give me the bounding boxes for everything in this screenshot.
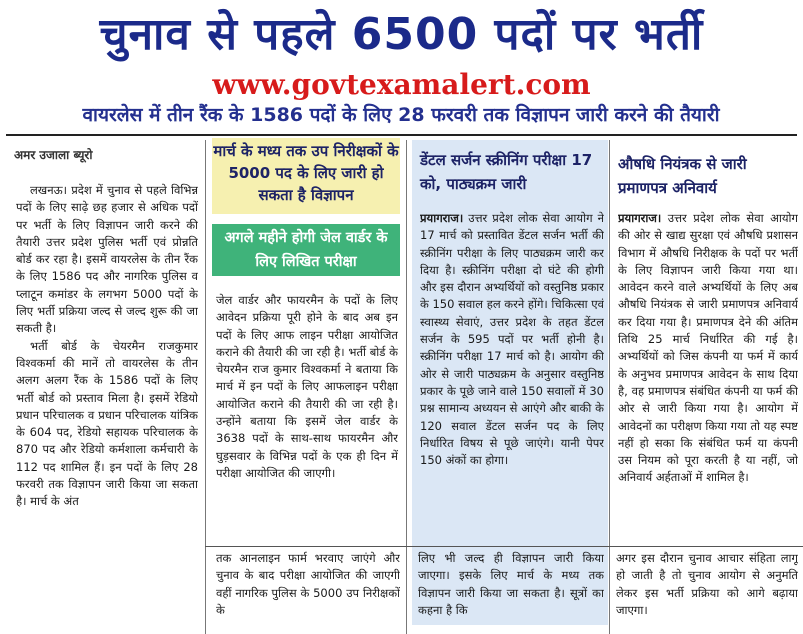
column-divider <box>406 140 407 634</box>
continuation-text-col-3: लिए भी जल्द ही विज्ञापन जारी किया जाएगा। इसके लिए मार्च के मध्य तक विज्ञापन जारी किया जा सकता है। सूत्रों का कहना है कि <box>418 551 604 617</box>
column-2-body: जेल वार्डर और फायरमैन के पदों के लिए आवेदन प्रक्रिया पूरी होने के बाद अब इन पदों के लिए आफ लाइन परीक्षा आयोजित कराने की तैयारी की जा रही है। भर्ती बोर्ड के चेयरमैन राज कुमार विश्वकर्मा ने बताया कि मार्च में इन पदों के लिए आफलाइन परीक्षा आयोजित कराने की तैयारी की जा रही है। उन्होंने बताया कि इसमें जेल वार्डर के 3638 पदों के साथ-साथ फायरमैन और घुड़सवार के विभिन्न पदों के एक ही दिन में परीक्षा आयोजित की जाएगी। <box>216 293 398 480</box>
bottom-rule <box>205 546 803 547</box>
column-2-box-title: मार्च के मध्य तक उप निरीक्षकों के 5000 पद के लिए जारी हो सकता है विज्ञापन <box>213 142 399 204</box>
column-4-text: उत्तर प्रदेश लोक सेवा आयोग की ओर से खाद्य सुरक्षा एवं औषधि प्रशासन विभाग में औषधि निरीक्षक के पदों पर भर्ती के लिए विज्ञापन जारी किया गया था। आवेदन करने वाले अभ्यर्थियों के लिए अब औषधि नियंत्रक से जारी प्रमाणपत्र अनिवार्य कर दिया गया है। प्रमाणपत्र देने की अंतिम तिथि 25 मार्च निर्धारित की गई है। अभ्यर्थियों को जिस कंपनी या फर्म में कार्य के अनुभव प्रमाणपत्र आवेदन के साथ दिया है, वह प्रमाणपत्र संबंधित कंपनी या फर्म की ओर से जारी किया गया है। आयोग में आवेदनों का परीक्षण किया गया तो यह स्पष्ट नहीं हो सका कि संबंधित फर्म या कंपनी उस नियम को पूरा करती है या नहीं, जो अनिवार्य अर्हताओं में शामिल है। <box>618 211 798 485</box>
continuation-text-col-2: तक आनलाइन फार्म भरवाए जाएंगे और चुनाव के बाद परीक्षा आयोजित की जाएगी वहीं नागरिक पुलिस के 5000 उप निरीक्षकों के <box>216 551 400 617</box>
top-rule <box>6 134 797 136</box>
column-3-body <box>420 210 604 540</box>
subheadline: वायरलेस में तीन रैंक के 1586 पदों के लिए 28 फरवरी तक विज्ञापन जारी करने की तैयारी <box>82 104 720 126</box>
column-3-text: उत्तर प्रदेश लोक सेवा आयोग ने 17 मार्च को प्रस्तावित डेंटल सर्जन भर्ती की स्क्रीनिंग परीक्षा के लिए पाठ्यक्रम जारी कर दिया है। स्क्रीनिंग परीक्षा दो घंटे की होगी और इस दौरान अभ्यर्थियों को वस्तुनिष्ठ प्रकार के 150 सवाल हल करने होंगे। चिकित्सा एवं स्वास्थ्य सेवाएं, उत्तर प्रदेश के तहत डेंटल सर्जन के 595 पदों पर भर्ती होनी है। स्क्रीनिंग परीक्षा 17 मार्च को है। आयोग की ओर से जारी पाठ्यक्रम के अनुसार वस्तुनिष्ठ प्रकार के पूछे जाने वाले 150 सवालों में 30 प्रश्न सामान्य अध्ययन से आएंगे और बाकी के 120 सवाल डेंटल सर्जन पद के लिए निर्धारित विषय से पूछे जाएंगे। यानी पेपर 150 अंकों का होगा। <box>420 211 604 468</box>
column-1-body <box>16 182 198 622</box>
column-divider <box>609 140 610 634</box>
column-3-title: डेंटल सर्जन स्क्रीनिंग परीक्षा 17 को, पाठ्यक्रम जारी <box>420 151 593 193</box>
column-1-para-2: भर्ती बोर्ड के चेयरमैन राजकुमार विश्वकर्मा की मानें तो वायरलेस के तीन अलग अलग रैंक के 1586 पदों के लिए भर्ती बोर्ड को प्रस्ताव मिला है। इसमें रेडियो प्रधान परिचालक व प्रधान परिचालक यांत्रिक के 604 पद, रेडियो सहायक परिचालक के 870 पद और रेडियो कर्मशाला कर्मचारी के 112 पद शामिल हैं। इन पदों के लिए 28 फरवरी तक विज्ञापन जारी किया जा सकता है। मार्च के अंत <box>16 338 198 509</box>
column-3-dateline: प्रयागराज। <box>420 211 464 225</box>
watermark-url[interactable]: www.govtexamalert.com <box>212 68 591 101</box>
column-2-panel-title: अगले महीने होगी जेल वार्डर के लिए लिखित परीक्षा <box>224 230 388 270</box>
continuation-text-col-4: अगर इस दौरान चुनाव आचार संहिता लागू हो जाती है तो चुनाव आयोग से अनुमति लेकर इस भर्ती प्रक्रिया को आगे बढ़ाया जाएगा। <box>616 551 798 617</box>
column-divider <box>205 140 206 634</box>
column-4-body <box>618 210 798 550</box>
column-4-title: औषधि नियंत्रक से जारी प्रमाणपत्र अनिवार्य <box>618 155 747 197</box>
column-1-para-1: लखनऊ। प्रदेश में चुनाव से पहले विभिन्न पदों के लिए साढ़े छह हजार से अधिक पदों पर भर्ती के लिए विज्ञापन जारी करने की तैयारी उत्तर प्रदेश पुलिस भर्ती एवं प्रोन्नति बोर्ड कर रहा है। इसमें वायरलेस के तीन रैंक के लिए 1586 पद और नागरिक पुलिस व प्लाटून कमांडर के लगभग 5000 पदों के लिए भर्ती प्रक्रिया जल्द से जल्द शुरू की जा सकती है। <box>16 183 198 336</box>
byline: अमर उजाला ब्यूरो <box>14 148 93 162</box>
column-4-dateline: प्रयागराज। <box>618 211 662 225</box>
headline: चुनाव से पहले 6500 पदों पर भर्ती <box>99 9 704 60</box>
